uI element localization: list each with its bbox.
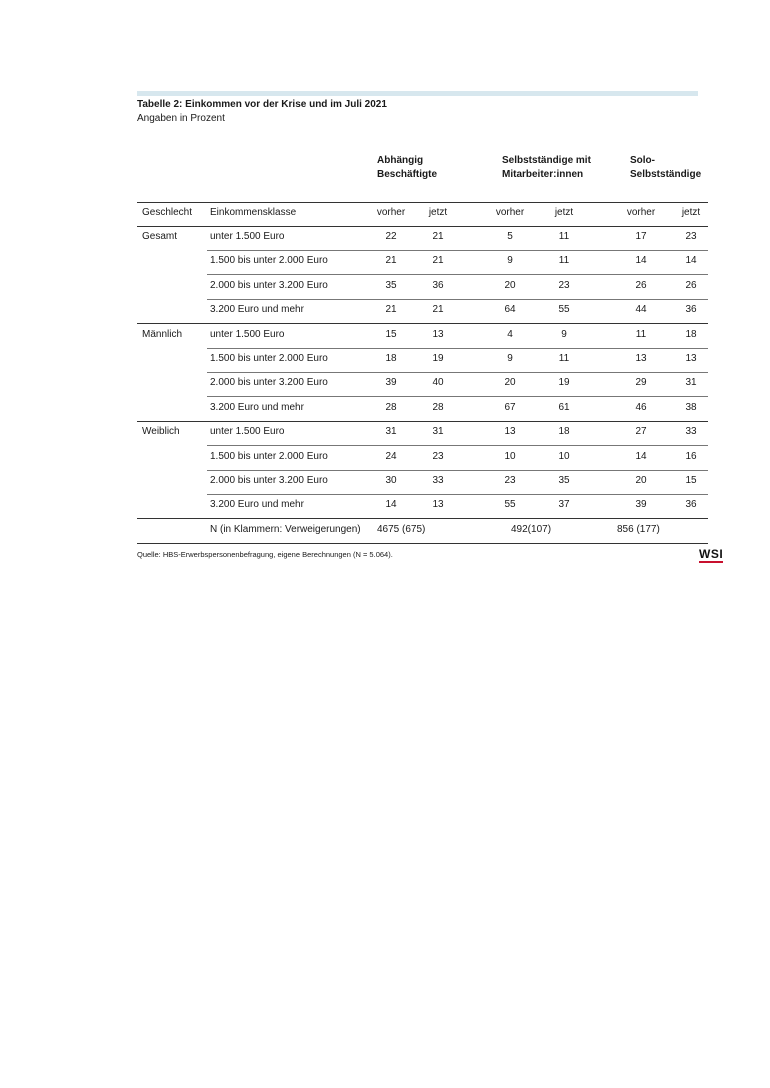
header-vorher: vorher (626, 207, 656, 218)
table-value: 55 (504, 499, 516, 511)
section-rule (137, 518, 708, 519)
table-value: 33 (432, 475, 444, 486)
row-rule (207, 396, 708, 397)
table-value: 23 (685, 231, 697, 242)
table-value: 67 (504, 401, 516, 413)
section-label: Männlich (142, 328, 183, 340)
income-class-label: 2.000 bis unter 3.200 Euro (210, 377, 328, 389)
table-value: 64 (504, 304, 516, 316)
table-value: 13 (504, 426, 516, 438)
n-row-label: N (in Klammern: Verweigerungen) (210, 523, 361, 535)
table-value: 35 (385, 279, 397, 291)
row-rule (207, 372, 708, 373)
income-class-label: unter 1.500 Euro (210, 231, 285, 242)
table-value: 9 (507, 353, 513, 364)
table-value: 39 (385, 377, 397, 389)
table-value: 24 (385, 450, 397, 462)
income-class-label: 1.500 bis unter 2.000 Euro (210, 353, 328, 364)
income-class-label: unter 1.500 Euro (210, 328, 285, 340)
income-class-label: 1.500 bis unter 2.000 Euro (210, 450, 328, 462)
table-value: 22 (385, 231, 397, 242)
header-bottom-rule (137, 226, 708, 227)
table-value: 26 (685, 279, 697, 291)
table-value: 13 (685, 353, 697, 364)
table-value: 9 (507, 255, 513, 267)
table-subtitle: Angaben in Prozent (137, 113, 225, 124)
row-rule (207, 274, 708, 275)
table-value: 31 (432, 426, 444, 438)
row-rule (207, 470, 708, 471)
table-value: 16 (685, 450, 697, 462)
table-value: 28 (432, 401, 444, 413)
table-value: 5 (507, 231, 513, 242)
table-value: 31 (685, 377, 697, 389)
table-value: 46 (635, 401, 647, 413)
wsi-logo: WSI (699, 547, 724, 561)
section-label: Gesamt (142, 231, 178, 242)
table-value: 14 (385, 499, 397, 511)
n-value-abhaengig: 4675 (675) (377, 523, 426, 535)
table-value: 11 (558, 353, 570, 364)
table-value: 28 (385, 401, 397, 413)
header-jetzt: jetzt (554, 207, 574, 218)
table-value: 14 (685, 255, 697, 267)
table-value: 11 (558, 231, 570, 242)
table-value: 10 (504, 450, 516, 462)
table-value: 18 (685, 328, 697, 340)
table-value: 44 (635, 304, 647, 316)
table-value: 21 (385, 304, 397, 316)
section-label: Weiblich (142, 426, 180, 438)
table-value: 15 (685, 475, 697, 486)
table-value: 13 (432, 328, 444, 340)
income-class-label: 3.200 Euro und mehr (210, 499, 304, 511)
income-class-label: 2.000 bis unter 3.200 Euro (210, 279, 328, 291)
table-bottom-rule (137, 543, 708, 544)
table-value: 23 (504, 475, 516, 486)
group-header-solo: Solo- Selbstständige (630, 155, 702, 180)
header-jetzt: jetzt (681, 207, 701, 218)
header-top-rule (137, 202, 708, 203)
group-header-abhaengig: Abhängig Beschäftigte (377, 155, 438, 180)
table-value: 36 (685, 499, 697, 511)
table-value: 20 (504, 377, 516, 389)
table-value: 27 (635, 426, 647, 438)
row-rule (207, 250, 708, 251)
table-value: 33 (685, 426, 697, 438)
row-rule (207, 348, 708, 349)
header-einkommensklasse: Einkommensklasse (210, 207, 297, 218)
table-value: 21 (432, 255, 444, 267)
section-rule (137, 421, 708, 422)
row-rule (207, 299, 708, 300)
table-value: 21 (432, 231, 444, 242)
table-value: 21 (432, 304, 444, 316)
n-value-solo: 856 (177) (617, 523, 660, 535)
table-value: 20 (504, 279, 516, 291)
table-value: 55 (558, 304, 570, 316)
table-value: 14 (635, 255, 647, 267)
row-rule (207, 445, 708, 446)
income-class-label: 3.200 Euro und mehr (210, 401, 304, 413)
table-value: 9 (561, 328, 567, 340)
header-vorher: vorher (376, 207, 406, 218)
table-value: 19 (558, 377, 570, 389)
table-value: 29 (635, 377, 647, 389)
table-value: 18 (558, 426, 570, 438)
table-value: 11 (635, 328, 647, 340)
group-header-selbststaendige-mit: Selbstständige mit Mitarbeiter:innen (502, 155, 591, 180)
n-value-selbststaendige-mit: 492(107) (511, 523, 552, 535)
income-class-label: 2.000 bis unter 3.200 Euro (210, 475, 328, 486)
table-value: 23 (558, 279, 570, 291)
table-value: 19 (432, 353, 444, 364)
table-value: 13 (635, 353, 647, 364)
table-value: 36 (432, 279, 444, 291)
table-value: 17 (635, 231, 647, 242)
table-value: 26 (635, 279, 647, 291)
table-value: 38 (685, 401, 697, 413)
section-rule (137, 323, 708, 324)
title-accent-bar (137, 91, 698, 96)
income-class-label: 3.200 Euro und mehr (210, 304, 304, 316)
table-value: 4 (507, 328, 513, 340)
source-note: Quelle: HBS-Erwerbspersonenbefragung, eigene Berechnungen (N = 5.064). (137, 550, 393, 559)
table-title: Tabelle 2: Einkommen vor der Krise und im Juli 2021 (137, 99, 387, 110)
header-jetzt: jetzt (428, 207, 448, 218)
table-value: 36 (685, 304, 697, 316)
income-class-label: unter 1.500 Euro (210, 426, 285, 438)
table-value: 40 (432, 377, 444, 389)
table-value: 20 (635, 475, 647, 486)
table-value: 30 (385, 475, 397, 486)
table-value: 18 (385, 353, 397, 364)
table-value: 21 (385, 255, 397, 267)
table-value: 61 (558, 401, 570, 413)
table-value: 23 (432, 450, 444, 462)
header-geschlecht: Geschlecht (142, 207, 193, 218)
income-class-label: 1.500 bis unter 2.000 Euro (210, 255, 328, 267)
table-value: 39 (635, 499, 647, 511)
table-value: 35 (558, 475, 570, 486)
table-value: 11 (558, 255, 570, 267)
table-value: 37 (558, 499, 570, 511)
row-rule (207, 494, 708, 495)
table-value: 31 (385, 426, 397, 438)
table-value: 14 (635, 450, 647, 462)
table-value: 15 (385, 328, 397, 340)
table-value: 10 (558, 450, 570, 462)
table-value: 13 (432, 499, 444, 511)
header-vorher: vorher (495, 207, 525, 218)
